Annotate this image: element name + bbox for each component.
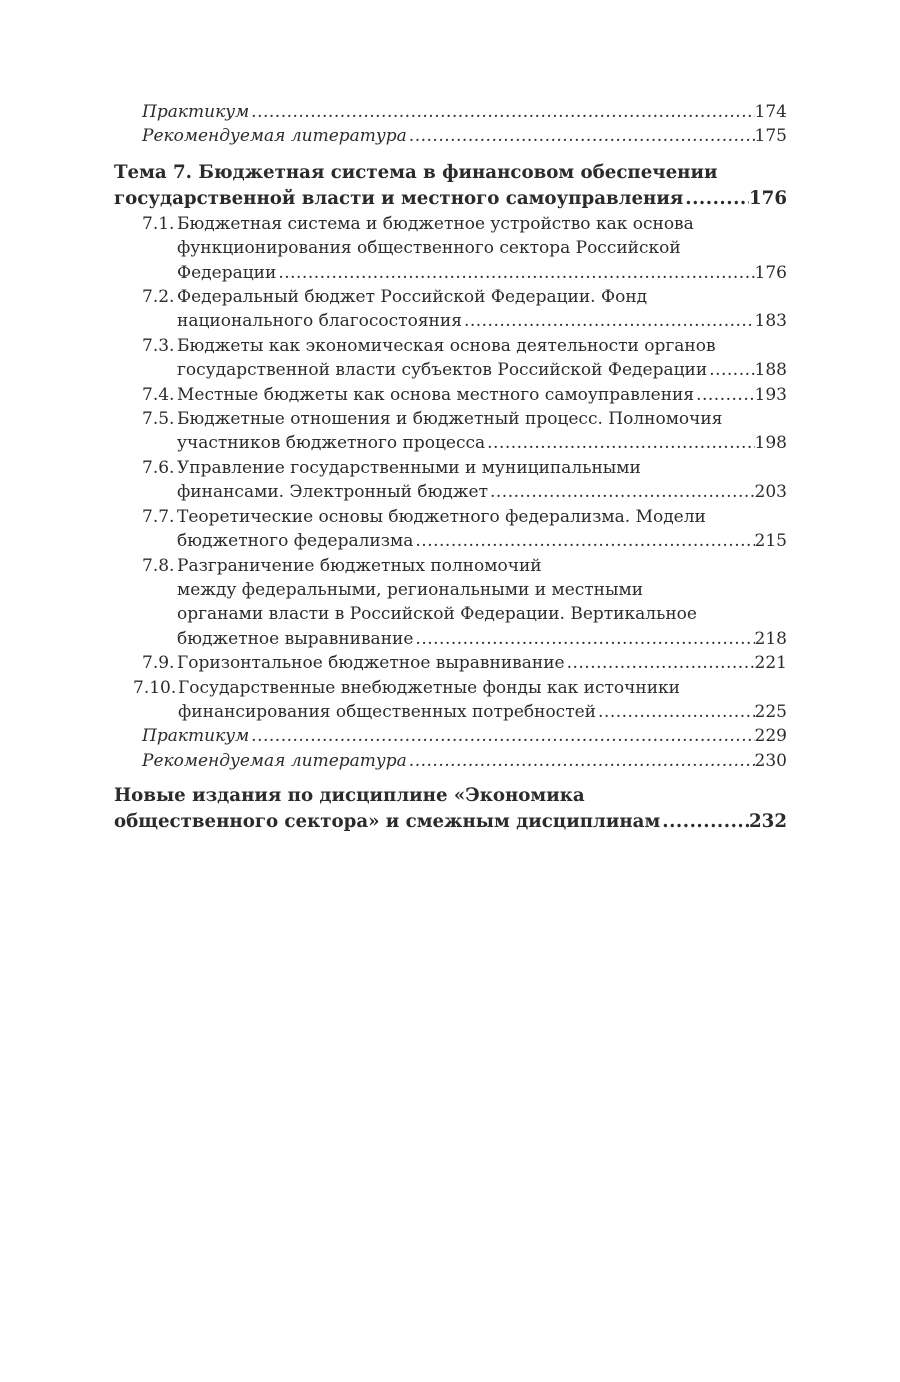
toc-section-7-9[interactable] bbox=[142, 651, 787, 675]
page-number: 221 bbox=[754, 653, 787, 674]
dot-leader bbox=[276, 261, 754, 285]
section-number: 7.10. bbox=[133, 677, 177, 698]
section-title-line: бюджетное выравнивание bbox=[177, 628, 414, 649]
section-title-line: Бюджетные отношения и бюджетный процесс. Полномочия bbox=[177, 409, 723, 430]
page-number: 218 bbox=[754, 628, 787, 649]
dot-leader bbox=[462, 309, 755, 333]
toc-section-7-1[interactable] bbox=[142, 212, 787, 285]
dot-leader bbox=[249, 100, 754, 124]
table-of-contents bbox=[114, 100, 787, 835]
section-number: 7.2. bbox=[142, 287, 175, 308]
dot-leader bbox=[694, 383, 754, 407]
toc-entry-title: Практикум bbox=[142, 102, 250, 122]
dot-leader bbox=[707, 358, 754, 382]
section-number: 7.5. bbox=[142, 409, 175, 430]
toc-entry-practicum[interactable] bbox=[142, 724, 787, 748]
toc-section-7-3[interactable] bbox=[142, 334, 787, 383]
section-title-line: Федерации bbox=[177, 262, 277, 283]
toc-topic-title-line: государственной власти и местного самоуправления bbox=[114, 187, 684, 209]
section-number: 7.7. bbox=[142, 506, 175, 527]
page-number: 193 bbox=[754, 384, 787, 405]
page-number: 198 bbox=[754, 433, 787, 454]
section-number: 7.4. bbox=[142, 384, 175, 405]
dot-leader bbox=[407, 749, 755, 773]
toc-entry-title: Рекомендуемая литература bbox=[142, 750, 407, 771]
toc-section-7-5[interactable] bbox=[142, 407, 787, 456]
dot-leader bbox=[488, 480, 755, 504]
dot-leader bbox=[565, 651, 755, 675]
section-title-line: национального благосостояния bbox=[177, 311, 462, 332]
toc-entry-title: Рекомендуемая литература bbox=[142, 126, 407, 147]
section-title-line: участников бюджетного процесса bbox=[177, 433, 486, 454]
section-title-line: органами власти в Российской Федерации. Вертикальное bbox=[177, 604, 697, 625]
page-number: 176 bbox=[749, 187, 787, 209]
toc-entry-title: Практикум bbox=[142, 726, 250, 747]
toc-section-7-2[interactable] bbox=[142, 285, 787, 334]
toc-entry-practicum[interactable] bbox=[142, 100, 787, 124]
section-title-line: функционирования общественного сектора Российской bbox=[177, 238, 681, 259]
section-title-line: финансирования общественных потребностей bbox=[178, 701, 597, 722]
toc-section-7-10[interactable] bbox=[133, 676, 787, 725]
section-number: 7.1. bbox=[142, 213, 175, 234]
toc-topic-title-line: Новые издания по дисциплине «Экономика bbox=[114, 785, 585, 807]
section-title-line: финансами. Электронный бюджет bbox=[177, 482, 488, 503]
toc-section-7-6[interactable] bbox=[142, 456, 787, 505]
page-number: 230 bbox=[754, 750, 787, 771]
section-title-line: Горизонтальное бюджетное выравнивание bbox=[177, 653, 565, 674]
section-title-line: Бюджеты как экономическая основа деятельности органов bbox=[177, 335, 716, 356]
section-title-line: Государственные внебюджетные фонды как источники bbox=[178, 677, 681, 698]
page-number: 175 bbox=[754, 126, 787, 147]
dot-leader bbox=[413, 529, 754, 553]
page-number: 174 bbox=[754, 102, 787, 122]
dot-leader bbox=[596, 700, 755, 724]
toc-new-editions[interactable] bbox=[114, 783, 787, 835]
toc-entry-literature[interactable] bbox=[142, 749, 787, 773]
dot-leader bbox=[407, 124, 755, 148]
toc-section-7-7[interactable] bbox=[142, 505, 787, 554]
section-number: 7.8. bbox=[142, 555, 175, 576]
page-number: 225 bbox=[754, 701, 787, 722]
toc-topic-title-line: общественного сектора» и смежным дисциплинам bbox=[114, 811, 661, 833]
dot-leader bbox=[249, 724, 754, 748]
toc-topic-title-line: Тема 7. Бюджетная система в финансовом обеспечении bbox=[114, 161, 718, 183]
section-number: 7.9. bbox=[142, 653, 175, 674]
page-number: 176 bbox=[754, 262, 787, 283]
page-number: 229 bbox=[754, 726, 787, 747]
page-number: 203 bbox=[754, 482, 787, 503]
section-number: 7.3. bbox=[142, 335, 175, 356]
page-number: 188 bbox=[754, 360, 787, 381]
section-title-line: государственной власти субъектов Российской Федерации bbox=[177, 360, 708, 381]
section-title-line: Федеральный бюджет Российской Федерации. Фонд bbox=[177, 287, 648, 308]
dot-leader bbox=[683, 186, 749, 212]
toc-topic-7[interactable] bbox=[114, 160, 787, 212]
section-title-line: Теоретические основы бюджетного федерализма. Модели bbox=[177, 506, 706, 527]
page-number: 232 bbox=[749, 811, 787, 833]
dot-leader bbox=[660, 809, 749, 835]
toc-entry-literature[interactable] bbox=[142, 124, 787, 148]
section-title-line: между федеральными, региональными и местными bbox=[177, 579, 644, 600]
section-title-line: бюджетного федерализма bbox=[177, 531, 414, 552]
section-title-line: Управление государственными и муниципальными bbox=[177, 457, 641, 478]
page-number: 183 bbox=[754, 311, 787, 332]
section-title-line: Бюджетная система и бюджетное устройство как основа bbox=[177, 213, 694, 234]
dot-leader bbox=[413, 627, 754, 651]
section-title-line: Разграничение бюджетных полномочий bbox=[177, 555, 542, 576]
dot-leader bbox=[485, 431, 754, 455]
section-title-line: Местные бюджеты как основа местного самоуправления bbox=[177, 384, 695, 405]
toc-section-7-4[interactable] bbox=[142, 383, 787, 407]
toc-section-7-8[interactable] bbox=[142, 554, 787, 652]
page-number: 215 bbox=[754, 531, 787, 552]
section-number: 7.6. bbox=[142, 457, 175, 478]
